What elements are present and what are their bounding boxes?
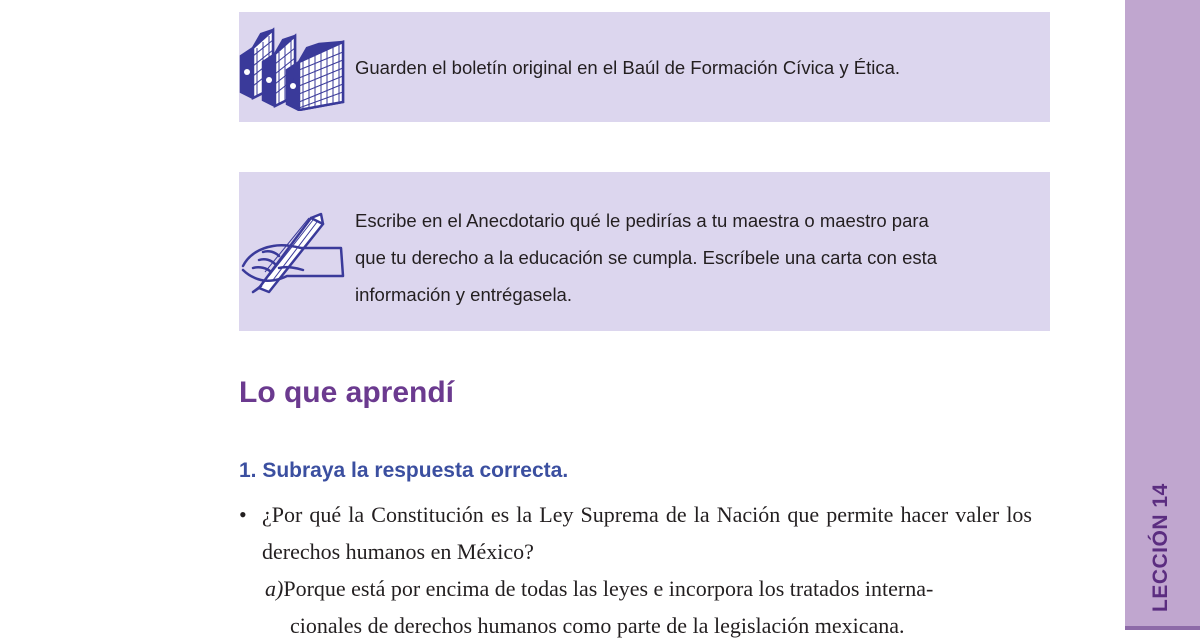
option-line: cionales de derechos humanos como parte de la legislación mexicana. (290, 613, 905, 638)
tip-box-anecdotario (239, 172, 1050, 331)
answer-option-a[interactable] (265, 570, 1035, 644)
option-line: Porque está por encima de todas las leyes e incorpora los tratados interna- (283, 576, 934, 601)
file-holders-icon (239, 26, 349, 111)
tip-box-archive (239, 12, 1050, 122)
instruction-line: Escribe en el Anecdotario qué le pedirías a tu maestra o maestro para (355, 210, 929, 231)
archive-instruction: Guarden el boletín original en el Baúl de Formación Cívica y Ética. (355, 57, 901, 78)
instruction-line: que tu derecho a la educación se cumpla. Escríbele una carta con esta (355, 247, 938, 268)
question-text: ¿Por qué la Constitución es la Ley Suprema de la Nación que permite hacer valer los derechos humanos en México? (262, 502, 1032, 564)
lesson-label: LECCIÓN 14 (1149, 483, 1172, 612)
bullet: • (239, 502, 247, 527)
task-title: 1. Subraya la respuesta correcta. (239, 459, 569, 482)
instruction-line: información y entrégasela. (355, 284, 572, 305)
section-title: Lo que aprendí (239, 376, 455, 409)
hand-writing-pen-icon (239, 210, 347, 295)
tab-edge (1125, 626, 1200, 630)
anecdotario-instruction (355, 202, 1015, 313)
option-letter: a) (265, 576, 284, 601)
